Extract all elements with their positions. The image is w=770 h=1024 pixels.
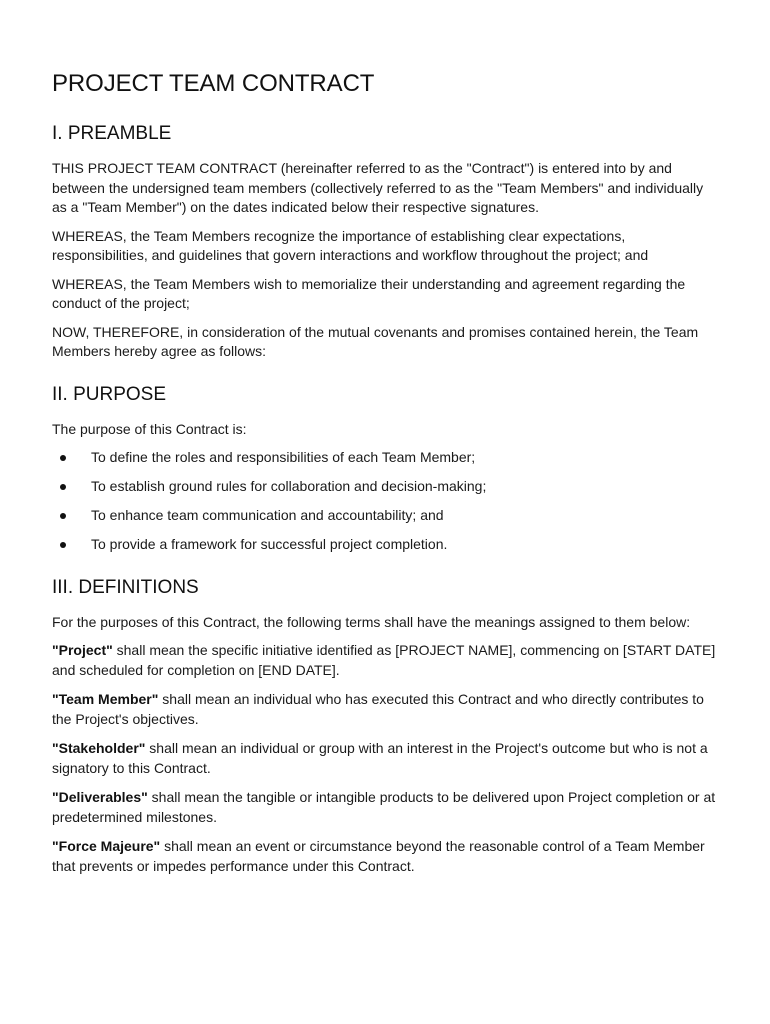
definition-item	[52, 641, 718, 680]
preamble-paragraph: THIS PROJECT TEAM CONTRACT (hereinafter referred to as the "Contract") is entered into by and between the undersigned team members (collectively referred to as the "Team Members" and individually as a "Team Member") on the dates indicated below their respective signatures.	[52, 160, 704, 215]
preamble-paragraph: NOW, THEREFORE, in consideration of the mutual covenants and promises contained herein, the Team Members hereby agree as follows:	[52, 323, 699, 359]
definition-term: "Deliverables"	[52, 789, 148, 805]
list-item	[52, 448, 718, 468]
bullet-icon	[60, 542, 66, 548]
section-heading-definitions: III. DEFINITIONS	[52, 576, 199, 598]
section-purpose	[52, 384, 718, 555]
list-item-text: To enhance team communication and accountability; and	[91, 507, 444, 523]
preamble-paragraph: WHEREAS, the Team Members wish to memorialize their understanding and agreement regarding the conduct of the project;	[52, 275, 686, 311]
definitions-intro: For the purposes of this Contract, the following terms shall have the meanings assigned to them below:	[52, 613, 691, 630]
definition-text: shall mean an individual or group with an interest in the Project's outcome but who is not a signatory to this Contract.	[52, 740, 708, 776]
definition-term: "Force Majeure"	[52, 838, 161, 854]
section-heading-preamble: I. PREAMBLE	[52, 123, 172, 144]
purpose-intro: The purpose of this Contract is:	[52, 420, 247, 437]
preamble-paragraph: WHEREAS, the Team Members recognize the importance of establishing clear expectations, responsibilities, and guidelines that govern interactions and workflow throughout the project; and	[52, 227, 649, 263]
list-item	[52, 535, 718, 555]
purpose-list	[52, 448, 718, 555]
definition-term: "Team Member"	[52, 691, 159, 707]
section-preamble	[52, 123, 718, 362]
list-item	[52, 477, 718, 497]
bullet-icon	[60, 484, 66, 490]
definition-item	[52, 690, 718, 729]
document-title: PROJECT TEAM CONTRACT	[52, 70, 375, 97]
definition-text: shall mean an event or circumstance beyond the reasonable control of a Team Member that prevents or impedes performance under this Contract.	[52, 838, 705, 874]
list-item	[52, 506, 718, 526]
section-definitions	[52, 577, 718, 877]
bullet-icon	[60, 455, 66, 461]
list-item-text: To define the roles and responsibilities of each Team Member;	[91, 449, 476, 465]
definition-item	[52, 739, 718, 778]
definition-term: "Project"	[52, 642, 113, 658]
bullet-icon	[60, 513, 66, 519]
definition-term: "Stakeholder"	[52, 740, 146, 756]
definition-item	[52, 788, 718, 827]
list-item-text: To provide a framework for successful project completion.	[91, 536, 448, 552]
definition-item	[52, 837, 718, 876]
section-heading-purpose: II. PURPOSE	[52, 383, 167, 405]
definition-text: shall mean the specific initiative identified as [PROJECT NAME], commencing on [START DATE] and scheduled for completion on [END DATE].	[52, 642, 716, 678]
definition-text: shall mean the tangible or intangible products to be delivered upon Project completion or at predetermined milestones.	[52, 789, 716, 825]
definition-text: shall mean an individual who has executed this Contract and who directly contributes to the Project's objectives.	[52, 691, 704, 727]
list-item-text: To establish ground rules for collaboration and decision-making;	[91, 478, 487, 494]
